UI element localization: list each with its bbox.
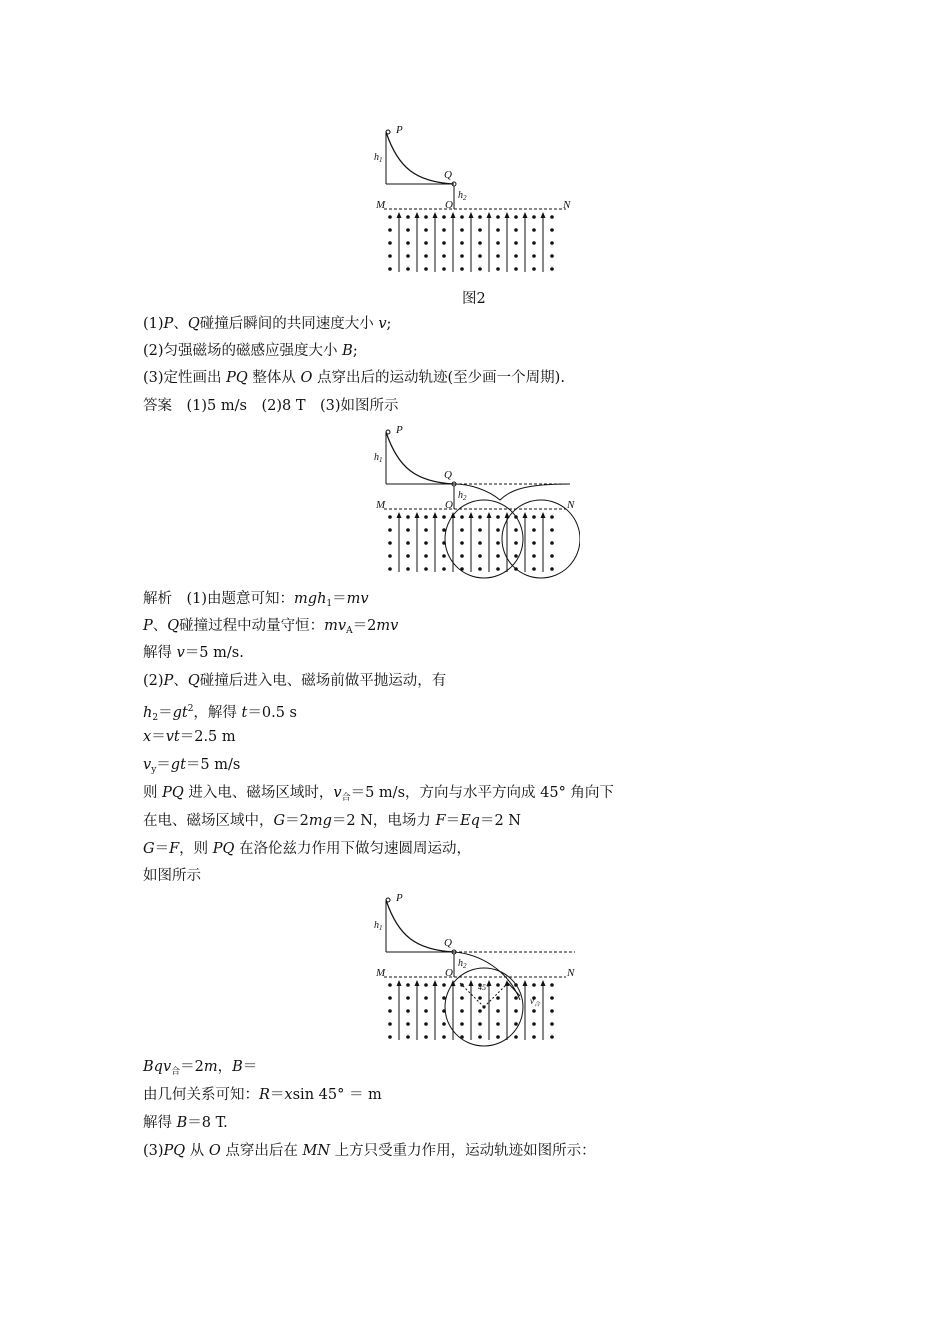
label-h1: $h_1$: [374, 920, 383, 932]
label-P: P: [396, 124, 403, 136]
field-arrows: [397, 212, 546, 272]
label-h1: $h_1$: [374, 452, 383, 464]
label-O: O: [445, 967, 453, 979]
label-N: N: [567, 499, 575, 511]
label-M: M: [376, 499, 386, 511]
label-O: O: [445, 199, 453, 211]
label-N: N: [563, 199, 571, 211]
solution-line-3: 解得 v＝5 m/s.: [143, 645, 244, 661]
label-Q: Q: [444, 169, 452, 181]
label-P: P: [396, 424, 403, 436]
label-P: P: [396, 892, 403, 904]
solution-line-9: 在电、磁场区域中，G＝2mg＝2 N，电场力 F＝Eq＝2 N: [143, 813, 521, 829]
solution-line-2: P、Q碰撞过程中动量守恒：$mv_A=2mv$: [143, 618, 399, 636]
solution-line-1: 解析 (1)由题意可知：mgh$_1$＝mv: [143, 591, 369, 609]
label-v: $v_合$: [530, 996, 541, 1008]
label-Q: Q: [444, 469, 452, 481]
label-Q: Q: [444, 937, 452, 949]
solution-line-15: (3)PQ 从 O 点穿出后在 MN 上方只受重力作用，运动轨迹如图所示：: [143, 1143, 596, 1159]
solution-line-5: $h_2=gt^2$，解得 t＝0.5 s: [143, 704, 297, 723]
question-1: (1)P、Q碰撞后瞬间的共同速度大小 v;: [143, 316, 392, 332]
solution-line-8: 则 PQ 进入电、磁场区域时，$v_合=5$ m/s，方向与水平方向成 45° 角向下: [143, 785, 614, 803]
label-M: M: [376, 199, 386, 211]
solution-line-12: Bqv$_合$＝2m，B＝: [143, 1059, 258, 1077]
label-h2: $h_2$: [458, 958, 467, 970]
solution-line-6: x＝vt＝2.5 m: [143, 729, 236, 745]
figure-1: [370, 120, 580, 280]
solution-line-10: G＝F，则 PQ 在洛伦兹力作用下做匀速圆周运动，: [143, 841, 472, 857]
solution-line-4: (2)P、Q碰撞后进入电、磁场前做平抛运动，有: [143, 673, 447, 689]
figure-2: [370, 420, 580, 580]
figure-3: [370, 888, 580, 1048]
question-2: (2)匀强磁场的磁感应强度大小 B;: [143, 343, 358, 359]
solution-line-11: 如图所示: [143, 868, 201, 884]
figure-caption: 图2: [462, 291, 486, 307]
label-M: M: [376, 967, 386, 979]
label-N: N: [567, 967, 575, 979]
solution-line-7: $v_y=gt=5$ m/s: [143, 757, 241, 775]
label-O: O: [445, 499, 453, 511]
label-h2: $h_2$: [458, 490, 467, 502]
label-angle: 45°: [478, 983, 490, 992]
question-3: (3)定性画出 PQ 整体从 O 点穿出后的运动轨迹(至少画一个周期).: [143, 370, 565, 386]
solution-line-14: 解得 B＝8 T.: [143, 1115, 228, 1131]
solution-line-13: 由几何关系可知：R＝xsin 45° ＝ m: [143, 1087, 382, 1103]
answer-line: 答案 (1)5 m/s (2)8 T (3)如图所示: [143, 398, 399, 414]
label-h1: $h_1$: [374, 152, 383, 164]
label-h2: $h_2$: [458, 190, 467, 202]
